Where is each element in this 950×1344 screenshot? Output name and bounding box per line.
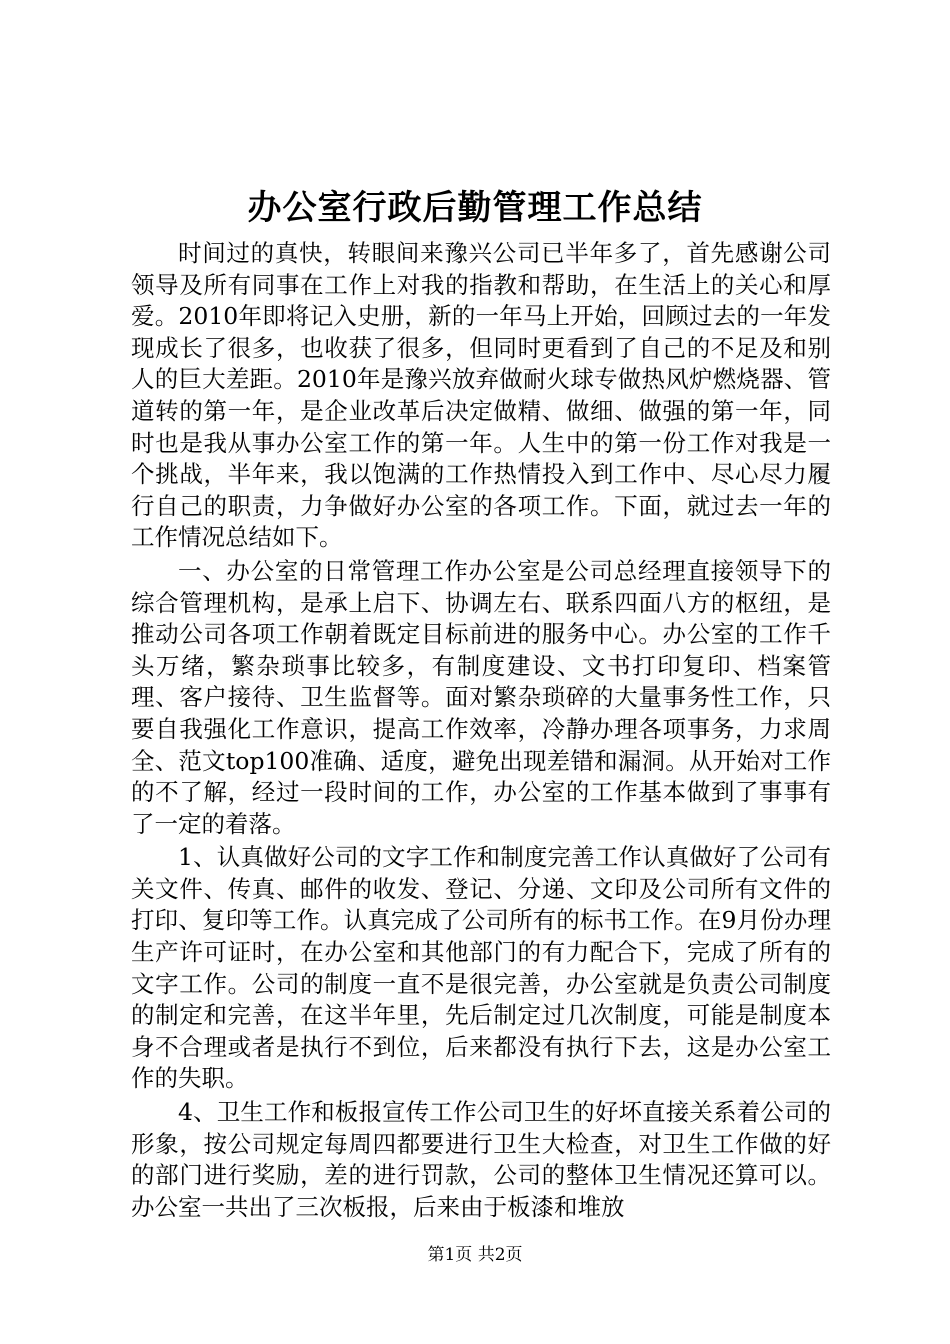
page-footer: 第1页 共2页	[427, 1245, 523, 1265]
paragraph-intro: 时间过的真快，转眼间来豫兴公司已半年多了，首先感谢公司领导及所有同事在工作上对我的指教和帮助，在生活上的关心和厚爱。2010年即将记入史册，新的一年马上开始，回顾过去的一年发现成长了很多，也收获了很多，但同时更看到了自己的不足及和别人的巨大差距。2010年是豫兴放弃做耐火球专做热风炉燃烧器、管道转的第一年，是企业改革后决定做精、做细、做强的第一年，同时也是我从事办公室工作的第一年。人生中的第一份工作对我是一个挑战，半年来，我以饱满的工作热情投入到工作中、尽心尽力履行自己的职责，力争做好办公室的各项工作。下面，就过去一年的工作情况总结如下。	[131, 239, 831, 552]
paragraph-item-1: 1、认真做好公司的文字工作和制度完善工作认真做好了公司有关文件、传真、邮件的收发、登记、分递、文印及公司所有文件的打印、复印等工作。认真完成了公司所有的标书工作。在9月份办理生产许可证时，在办公室和其他部门的有力配合下，完成了所有的文字工作。公司的制度一直不是很完善，办公室就是负责公司制度的制定和完善，在这半年里，先后制定过几次制度，可能是制度本身不合理或者是执行不到位，后来都没有执行下去，这是办公室工作的失职。	[131, 843, 831, 1093]
document-title: 办公室行政后勤管理工作总结	[247, 188, 703, 228]
paragraph-item-4: 4、卫生工作和板报宣传工作公司卫生的好坏直接关系着公司的形象，按公司规定每周四都要进行卫生大检查，对卫生工作做的好的部门进行奖励，差的进行罚款，公司的整体卫生情况还算可以。办公室一共出了三次板报，后来由于板漆和堆放	[131, 1098, 831, 1221]
document-body	[131, 238, 831, 1223]
paragraph-section-1: 一、办公室的日常管理工作办公室是公司总经理直接领导下的综合管理机构，是承上启下、协调左右、联系四面八方的枢纽，是推动公司各项工作朝着既定目标前进的服务中心。办公室的工作千头万绪，繁杂琐事比较多，有制度建设、文书打印复印、档案管理、客户接待、卫生监督等。面对繁杂琐碎的大量事务性工作，只要自我强化工作意识，提高工作效率，冷静办理各项事务，力求周全、范文top100准确、适度，避免出现差错和漏洞。从开始对工作的不了解，经过一段时间的工作，办公室的工作基本做到了事事有了一定的着落。	[131, 556, 831, 838]
